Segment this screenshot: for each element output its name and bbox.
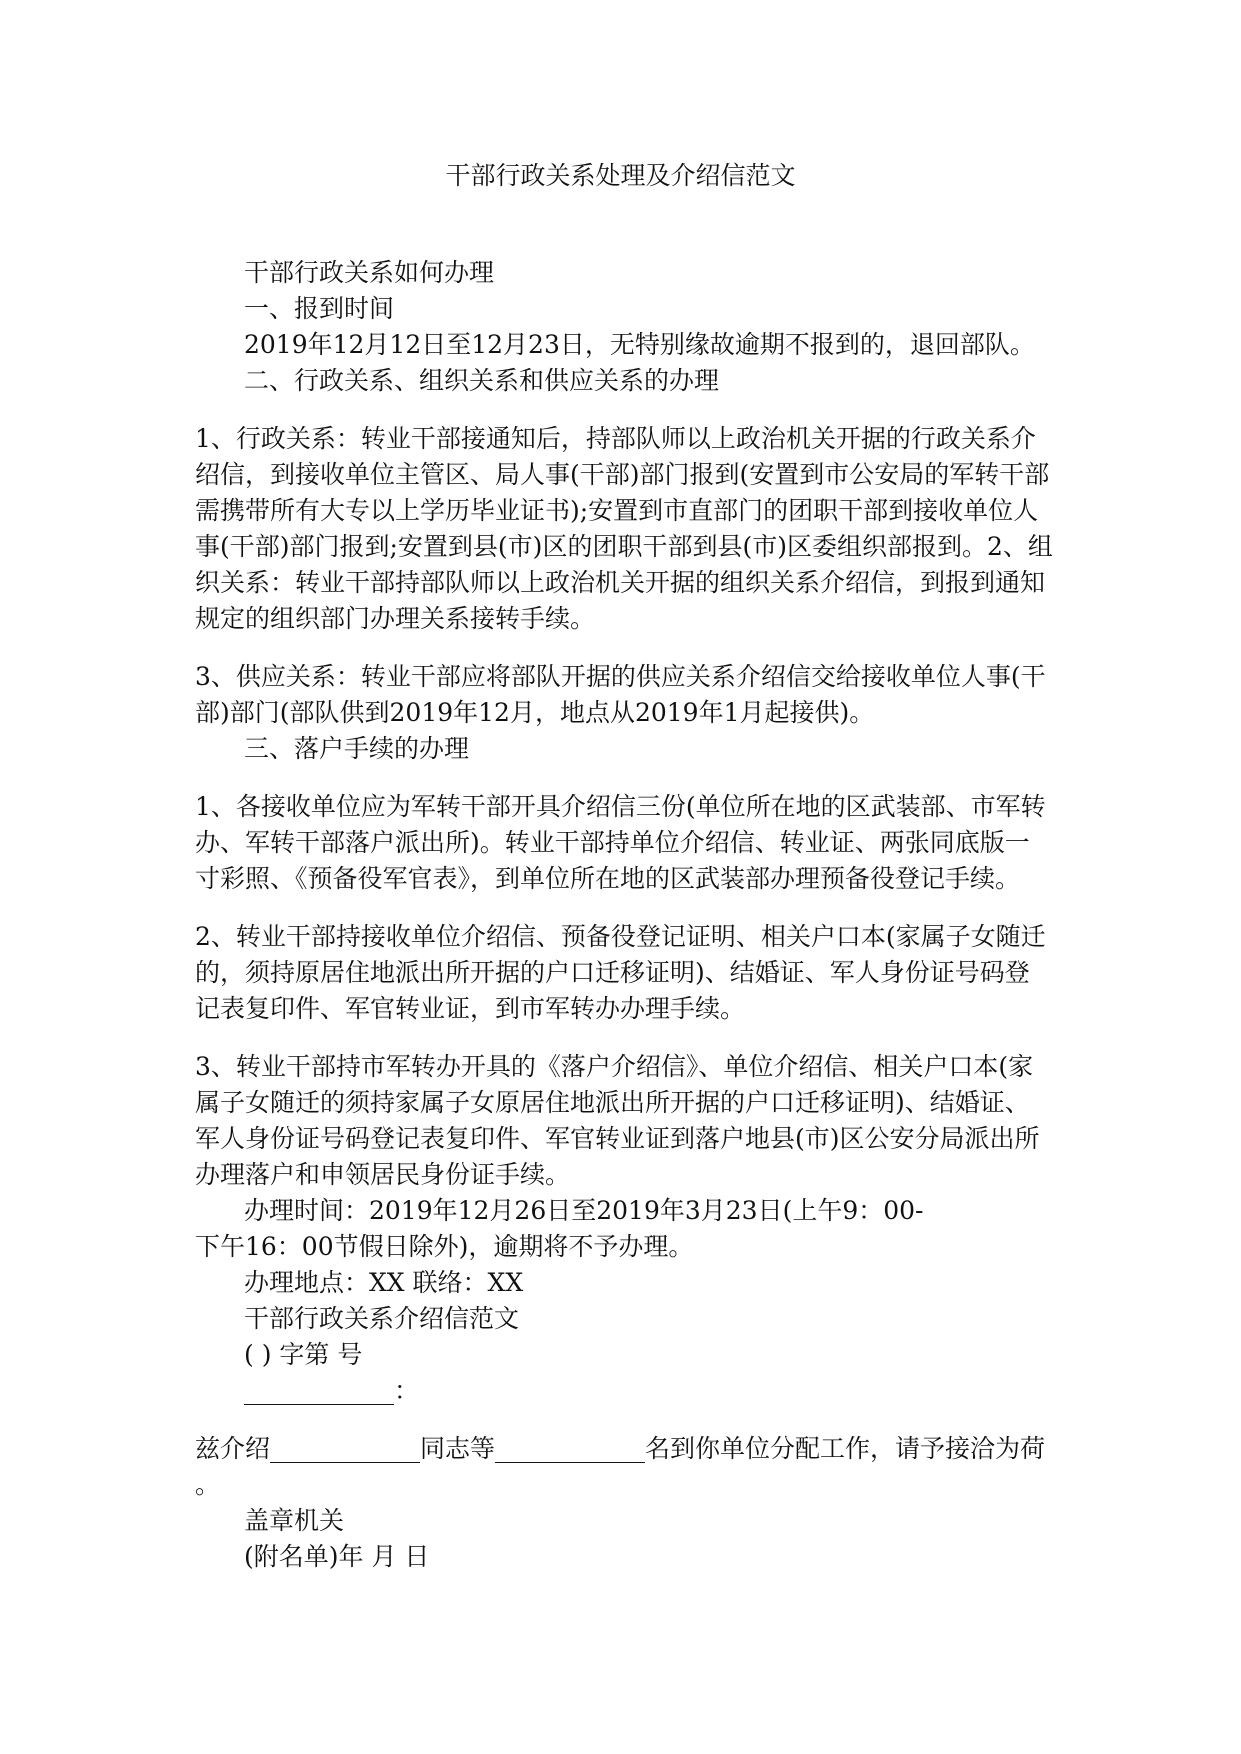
paragraph-line: 属子女随迁的须持家属子女原居住地派出所开据的户口迁移证明)、结婚证、 <box>195 1088 1030 1117</box>
paragraph-line: 需携带所有大专以上学历毕业证书);安置到市直部门的团职干部到接收单位人 <box>195 496 1039 525</box>
introduction-line-end: 。 <box>195 1470 221 1499</box>
office-hours-text-cont: 下午16：00节假日除外)，逾期将不予办理。 <box>195 1232 694 1261</box>
seal-authority-line: 盖章机关 <box>244 1506 345 1535</box>
document-title: 干部行政关系处理及介绍信范文 <box>445 161 796 190</box>
paragraph-line: 事(干部)部门报到;安置到县(市)区的团职干部到县(市)区委组织部报到。2、组 <box>195 532 1053 561</box>
paragraph-line: 办理落户和申领居民身份证手续。 <box>195 1160 571 1189</box>
section-2-heading: 二、行政关系、组织关系和供应关系的办理 <box>244 366 720 395</box>
paragraph-line: 规定的组织部门办理关系接转手续。 <box>195 604 596 633</box>
report-date-text: 2019年12月12日至12月23日，无特别缘故逾期不报到的，退回部队。 <box>244 330 1035 359</box>
paragraph-line: 寸彩照、《预备役军官表》，到单位所在地的区武装部办理预备役登记手续。 <box>195 864 1021 893</box>
paragraph-line: 的，须持原居住地派出所开据的户口迁移证明)、结婚证、军人身份证号码登 <box>195 958 1030 987</box>
date-line: (附名单)年 月 日 <box>244 1542 430 1571</box>
paragraph-line: 3、转业干部持市军转办开具的《落户介绍信》、单位介绍信、相关户口本(家 <box>195 1052 1034 1081</box>
office-location-text: 办理地点：XX 联络：XX <box>244 1268 524 1297</box>
paragraph-line: 绍信，到接收单位主管区、局人事(干部)部门报到(安置到市公安局的军转干部 <box>195 460 1050 489</box>
heading-how-to-handle: 干部行政关系如何办理 <box>244 258 495 287</box>
paragraph-line: 部)部门(部队供到2019年12月，地点从2019年1月起接供)。 <box>195 698 875 727</box>
paragraph-line: 1、各接收单位应为军转干部开具介绍信三份(单位所在地的区武装部、市军转 <box>195 792 1046 821</box>
paragraph-line: 办、军转干部落户派出所)。转业干部持单位介绍信、转业证、两张同底版一 <box>195 828 1030 857</box>
office-hours-text: 办理时间：2019年12月26日至2019年3月23日(上午9：00- <box>244 1196 924 1225</box>
paragraph-line: 1、行政关系：转业干部接通知后，持部队师以上政治机关开据的行政关系介 <box>195 424 1036 453</box>
recipient-blank-line: ____________： <box>244 1376 420 1405</box>
paragraph-line: 记表复印件、军官转业证，到市军转办办理手续。 <box>195 994 746 1023</box>
letter-template-heading: 干部行政关系介绍信范文 <box>244 1304 520 1333</box>
section-1-heading: 一、报到时间 <box>244 294 395 323</box>
section-3-heading: 三、落户手续的办理 <box>244 734 470 763</box>
paragraph-line: 2、转业干部持接收单位介绍信、预备役登记证明、相关户口本(家属子女随迁 <box>195 922 1046 951</box>
letter-number-line: ( ) 字第 号 <box>244 1340 363 1369</box>
paragraph-line: 军人身份证号码登记表复印件、军官转业证到落户地县(市)区公安分局派出所 <box>195 1124 1040 1153</box>
introduction-line: 兹介绍____________同志等____________名到你单位分配工作，请予接洽为荷 <box>195 1434 1046 1463</box>
paragraph-line: 3、供应关系：转业干部应将部队开据的供应关系介绍信交给接收单位人事(干 <box>195 662 1046 691</box>
paragraph-line: 织关系：转业干部持部队师以上政治机关开据的组织关系介绍信，到报到通知 <box>195 568 1046 597</box>
